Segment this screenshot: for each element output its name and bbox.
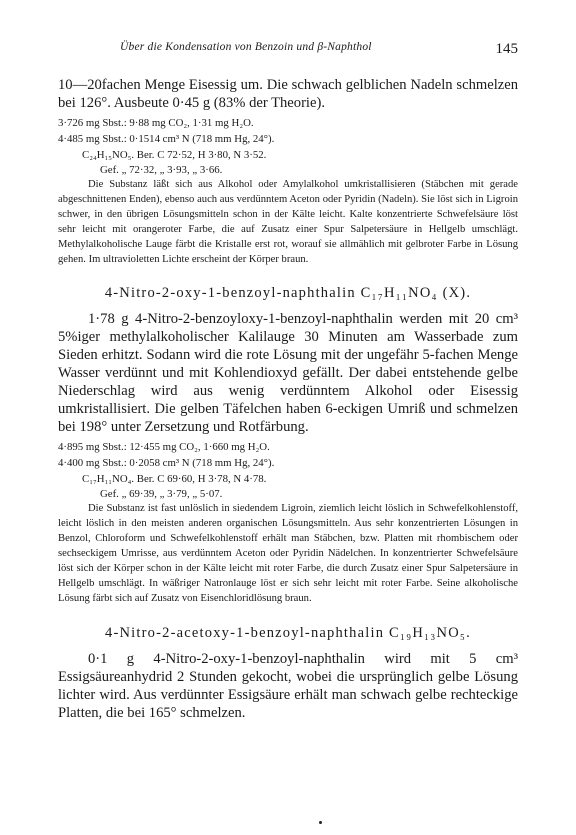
running-title: Über die Kondensation von Benzoin und β-Naphthol bbox=[120, 41, 372, 53]
found-values: Gef. „ 69·39, „ 3·79, „ 5·07. bbox=[100, 488, 223, 501]
paragraph-body: 0·1 g 4-Nitro-2-oxy-1-benzoyl-naphthalin wird mit 5 cm³ Essigsäureanhydrid 2 Stunden gekocht, wobei die ursprünglich gelbe Lösung lichter wird. Aus verdünnter Essigsäure erhält man schwach gelbe rechteckige Platten, die bei 165° schmelzen. bbox=[58, 650, 518, 721]
page-header bbox=[58, 41, 518, 59]
section-heading: 4-Nitro-2-oxy-1-benzoyl-naphthalin C₁₇H₁₁NO₄ (X). bbox=[104, 285, 472, 302]
analysis-line: 3·726 mg Sbst.: 9·88 mg CO₂, 1·31 mg H₂O. bbox=[58, 117, 254, 129]
analysis-line: 4·400 mg Sbst.: 0·2058 cm³ N (718 mm Hg, 24°). bbox=[58, 456, 275, 469]
paragraph-note: Die Substanz ist fast unlöslich in siedendem Ligroin, ziemlich leicht löslich in Schwefelkohlenstoff, leicht löslich in den meisten anderen organischen Lösungsmitteln. Aus sehr konzentrierten Lösungen in Benzol, Chloroform und Schwefelkohlenstoff erhält man Stäbchen, bzw. Platten mit rhombischem oder sechseckigem Umrisse, aus verdünntem Aceton oder Pyridin Nädelchen. In konzentrierter Schwefelsäure löst sich der Körper schon in der Kälte leicht mit roter Farbe, die durch Zusatz einer Spur Salpetersäure in Hellgelb umschlägt. In wäßriger Natronlauge löst er sich sehr leicht mit roter Farbe. Seine alkoholische Lösung färbt sich auf Zusatz von Eisenchloridlösung braun. bbox=[58, 503, 518, 604]
paragraph-intro: 10—20fachen Menge Eisessig um. Die schwach gelblichen Nadeln schmelzen bei 126°. Ausbeute 0·45 g (83% der Theorie). bbox=[58, 77, 518, 111]
analysis-line: 4·485 mg Sbst.: 0·1514 cm³ N (718 mm Hg, 24°). bbox=[58, 132, 275, 145]
paragraph-body: 1·78 g 4-Nitro-2-benzoyloxy-1-benzoyl-naphthalin werden mit 20 cm³ 5%iger methylalkoholischer Kalilauge 30 Minuten am Wasserbade zum Sieden erhitzt. Sodann wird die rote Lösung mit der ungefähr 5-fachen Menge Wasser verdünnt und mit Kohlendioxyd gefällt. Der dabei entstehende gelbe Niederschlag wird aus wenig verdünntem Alkohol oder Eisessig umkristallisiert. Die gelben Täfelchen haben 6-eckigen Umriß und schmelzen bei 198° unter Zersetzung und Rotfärbung. bbox=[58, 311, 518, 436]
calculated-values: C₂₄H₁₅NO₅. Ber. C 72·52, H 3·80, N 3·52. bbox=[82, 149, 267, 161]
found-values: Gef. „ 72·32, „ 3·93, „ 3·66. bbox=[100, 164, 223, 176]
analysis-line: 4·895 mg Sbst.: 12·455 mg CO₂, 1·660 mg H₂O. bbox=[58, 441, 270, 454]
page-body bbox=[58, 76, 518, 722]
section-heading: 4-Nitro-2-acetoxy-1-benzoyl-naphthalin C₁₉H₁₃NO₅. bbox=[105, 624, 471, 641]
ink-dot bbox=[319, 821, 322, 824]
paragraph-note: Die Substanz läßt sich aus Alkohol oder Amylalkohol umkristallisieren (Stäbchen mit gerade abgeschnittenen Enden), ebenso auch aus verdünntem Aceton oder Pyridin (Nadeln). Sie löst sich in Ligroin schwer, in den übrigen Lösungsmitteln schon in der Kälte leicht. Kalte konzentrierte Schwefelsäure löst sehr leicht mit orangeroter Farbe, die auf Zusatz einer Spur Salpetersäure in Hellgelb umschlägt. Methylalkoholische Lauge färbt die Kristalle erst rot, worauf sie allmählich mit gelbroter Farbe in Lösung gehen. Im ultravioletten Lichte erscheint der Körper braun. bbox=[58, 179, 518, 265]
calculated-values: C₁₇H₁₁NO₄. Ber. C 69·60, H 3·78, N 4·78. bbox=[82, 473, 267, 486]
page-number: 145 bbox=[495, 41, 518, 57]
